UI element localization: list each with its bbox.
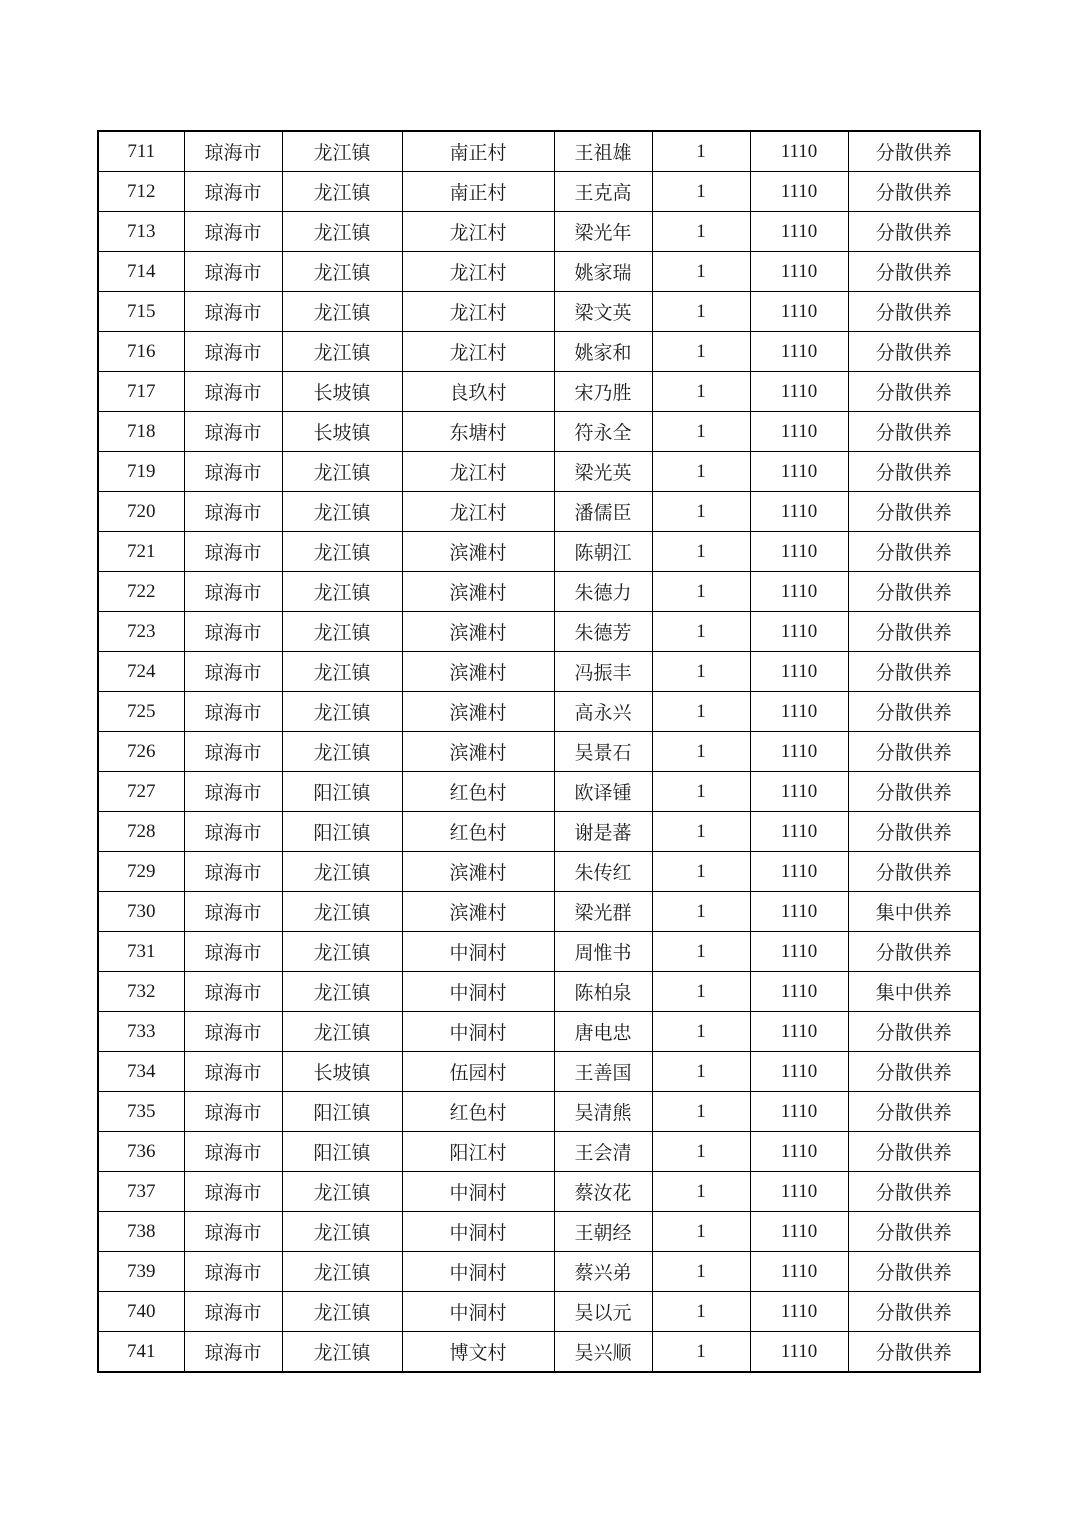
count-cell: 1 <box>652 652 750 692</box>
city-cell: 琼海市 <box>184 252 282 292</box>
amount-cell: 1110 <box>750 1172 848 1212</box>
town-cell: 龙江镇 <box>282 932 402 972</box>
village-cell: 龙江村 <box>402 332 554 372</box>
city-cell: 琼海市 <box>184 892 282 932</box>
count-cell: 1 <box>652 892 750 932</box>
town-cell: 龙江镇 <box>282 1252 402 1292</box>
support-type-cell: 分散供养 <box>848 812 980 852</box>
name-cell: 吴清熊 <box>554 1092 652 1132</box>
amount-cell: 1110 <box>750 852 848 892</box>
amount-cell: 1110 <box>750 572 848 612</box>
count-cell: 1 <box>652 1172 750 1212</box>
village-cell: 中洞村 <box>402 932 554 972</box>
city-cell: 琼海市 <box>184 1212 282 1252</box>
city-cell: 琼海市 <box>184 972 282 1012</box>
town-cell: 龙江镇 <box>282 1172 402 1212</box>
village-cell: 滨滩村 <box>402 892 554 932</box>
seq-cell: 716 <box>98 332 184 372</box>
support-type-cell: 分散供养 <box>848 1212 980 1252</box>
name-cell: 朱传红 <box>554 852 652 892</box>
seq-cell: 723 <box>98 612 184 652</box>
city-cell: 琼海市 <box>184 1332 282 1373</box>
name-cell: 吴兴顺 <box>554 1332 652 1373</box>
city-cell: 琼海市 <box>184 212 282 252</box>
name-cell: 朱德力 <box>554 572 652 612</box>
city-cell: 琼海市 <box>184 532 282 572</box>
village-cell: 滨滩村 <box>402 652 554 692</box>
city-cell: 琼海市 <box>184 131 282 172</box>
seq-cell: 713 <box>98 212 184 252</box>
city-cell: 琼海市 <box>184 1292 282 1332</box>
count-cell: 1 <box>652 292 750 332</box>
table-row <box>98 131 980 172</box>
village-cell: 伍园村 <box>402 1052 554 1092</box>
town-cell: 阳江镇 <box>282 1092 402 1132</box>
count-cell: 1 <box>652 172 750 212</box>
name-cell: 宋乃胜 <box>554 372 652 412</box>
count-cell: 1 <box>652 532 750 572</box>
support-type-cell: 分散供养 <box>848 1052 980 1092</box>
city-cell: 琼海市 <box>184 172 282 212</box>
seq-cell: 721 <box>98 532 184 572</box>
table-row <box>98 492 980 532</box>
city-cell: 琼海市 <box>184 332 282 372</box>
count-cell: 1 <box>652 252 750 292</box>
table-row <box>98 1132 980 1172</box>
town-cell: 龙江镇 <box>282 131 402 172</box>
count-cell: 1 <box>652 772 750 812</box>
village-cell: 良玖村 <box>402 372 554 412</box>
seq-cell: 728 <box>98 812 184 852</box>
support-type-cell: 分散供养 <box>848 572 980 612</box>
seq-cell: 738 <box>98 1212 184 1252</box>
seq-cell: 726 <box>98 732 184 772</box>
seq-cell: 739 <box>98 1252 184 1292</box>
count-cell: 1 <box>652 332 750 372</box>
name-cell: 吴景石 <box>554 732 652 772</box>
city-cell: 琼海市 <box>184 1092 282 1132</box>
city-cell: 琼海市 <box>184 852 282 892</box>
count-cell: 1 <box>652 1012 750 1052</box>
town-cell: 阳江镇 <box>282 772 402 812</box>
seq-cell: 718 <box>98 412 184 452</box>
town-cell: 龙江镇 <box>282 332 402 372</box>
table-row <box>98 332 980 372</box>
town-cell: 龙江镇 <box>282 172 402 212</box>
support-type-cell: 分散供养 <box>848 212 980 252</box>
city-cell: 琼海市 <box>184 772 282 812</box>
amount-cell: 1110 <box>750 1012 848 1052</box>
count-cell: 1 <box>652 932 750 972</box>
amount-cell: 1110 <box>750 292 848 332</box>
support-type-cell: 分散供养 <box>848 252 980 292</box>
support-type-cell: 分散供养 <box>848 932 980 972</box>
amount-cell: 1110 <box>750 172 848 212</box>
village-cell: 滨滩村 <box>402 852 554 892</box>
support-type-cell: 分散供养 <box>848 172 980 212</box>
village-cell: 中洞村 <box>402 1172 554 1212</box>
table-row <box>98 252 980 292</box>
amount-cell: 1110 <box>750 532 848 572</box>
town-cell: 阳江镇 <box>282 812 402 852</box>
village-cell: 中洞村 <box>402 972 554 1012</box>
seq-cell: 720 <box>98 492 184 532</box>
support-type-cell: 分散供养 <box>848 1332 980 1373</box>
count-cell: 1 <box>652 372 750 412</box>
village-cell: 南正村 <box>402 172 554 212</box>
seq-cell: 729 <box>98 852 184 892</box>
village-cell: 滨滩村 <box>402 692 554 732</box>
town-cell: 龙江镇 <box>282 292 402 332</box>
town-cell: 龙江镇 <box>282 652 402 692</box>
seq-cell: 724 <box>98 652 184 692</box>
seq-cell: 734 <box>98 1052 184 1092</box>
count-cell: 1 <box>652 452 750 492</box>
seq-cell: 717 <box>98 372 184 412</box>
name-cell: 王祖雄 <box>554 131 652 172</box>
city-cell: 琼海市 <box>184 692 282 732</box>
table-row <box>98 812 980 852</box>
table-row <box>98 212 980 252</box>
count-cell: 1 <box>652 612 750 652</box>
name-cell: 唐电忠 <box>554 1012 652 1052</box>
support-type-cell: 分散供养 <box>848 1012 980 1052</box>
seq-cell: 725 <box>98 692 184 732</box>
village-cell: 南正村 <box>402 131 554 172</box>
support-type-cell: 分散供养 <box>848 1292 980 1332</box>
count-cell: 1 <box>652 1092 750 1132</box>
village-cell: 博文村 <box>402 1332 554 1373</box>
name-cell: 陈柏泉 <box>554 972 652 1012</box>
name-cell: 梁光英 <box>554 452 652 492</box>
village-cell: 红色村 <box>402 1092 554 1132</box>
village-cell: 中洞村 <box>402 1212 554 1252</box>
town-cell: 龙江镇 <box>282 212 402 252</box>
count-cell: 1 <box>652 1252 750 1292</box>
seq-cell: 714 <box>98 252 184 292</box>
amount-cell: 1110 <box>750 732 848 772</box>
name-cell: 王朝经 <box>554 1212 652 1252</box>
seq-cell: 733 <box>98 1012 184 1052</box>
village-cell: 龙江村 <box>402 492 554 532</box>
city-cell: 琼海市 <box>184 492 282 532</box>
name-cell: 蔡兴弟 <box>554 1252 652 1292</box>
table-row <box>98 532 980 572</box>
town-cell: 龙江镇 <box>282 252 402 292</box>
village-cell: 滨滩村 <box>402 532 554 572</box>
town-cell: 龙江镇 <box>282 492 402 532</box>
support-type-cell: 分散供养 <box>848 852 980 892</box>
village-cell: 滨滩村 <box>402 732 554 772</box>
support-type-cell: 分散供养 <box>848 732 980 772</box>
support-type-cell: 分散供养 <box>848 412 980 452</box>
village-cell: 红色村 <box>402 772 554 812</box>
count-cell: 1 <box>652 692 750 732</box>
seq-cell: 712 <box>98 172 184 212</box>
city-cell: 琼海市 <box>184 292 282 332</box>
table-row <box>98 412 980 452</box>
town-cell: 龙江镇 <box>282 1292 402 1332</box>
city-cell: 琼海市 <box>184 732 282 772</box>
count-cell: 1 <box>652 1132 750 1172</box>
village-cell: 中洞村 <box>402 1252 554 1292</box>
name-cell: 梁光群 <box>554 892 652 932</box>
town-cell: 龙江镇 <box>282 1332 402 1373</box>
seq-cell: 736 <box>98 1132 184 1172</box>
amount-cell: 1110 <box>750 412 848 452</box>
amount-cell: 1110 <box>750 1212 848 1252</box>
town-cell: 龙江镇 <box>282 692 402 732</box>
town-cell: 龙江镇 <box>282 892 402 932</box>
town-cell: 阳江镇 <box>282 1132 402 1172</box>
seq-cell: 741 <box>98 1332 184 1373</box>
amount-cell: 1110 <box>750 252 848 292</box>
town-cell: 龙江镇 <box>282 612 402 652</box>
name-cell: 蔡汝花 <box>554 1172 652 1212</box>
amount-cell: 1110 <box>750 1292 848 1332</box>
city-cell: 琼海市 <box>184 1132 282 1172</box>
amount-cell: 1110 <box>750 932 848 972</box>
table-row <box>98 692 980 732</box>
city-cell: 琼海市 <box>184 572 282 612</box>
city-cell: 琼海市 <box>184 412 282 452</box>
count-cell: 1 <box>652 732 750 772</box>
city-cell: 琼海市 <box>184 1052 282 1092</box>
seq-cell: 715 <box>98 292 184 332</box>
count-cell: 1 <box>652 572 750 612</box>
support-type-cell: 分散供养 <box>848 492 980 532</box>
count-cell: 1 <box>652 131 750 172</box>
count-cell: 1 <box>652 972 750 1012</box>
support-type-cell: 分散供养 <box>848 332 980 372</box>
city-cell: 琼海市 <box>184 1012 282 1052</box>
count-cell: 1 <box>652 1332 750 1373</box>
count-cell: 1 <box>652 1052 750 1092</box>
count-cell: 1 <box>652 1212 750 1252</box>
count-cell: 1 <box>652 1292 750 1332</box>
name-cell: 欧译锺 <box>554 772 652 812</box>
village-cell: 龙江村 <box>402 292 554 332</box>
support-type-cell: 分散供养 <box>848 1132 980 1172</box>
seq-cell: 735 <box>98 1092 184 1132</box>
table-row <box>98 732 980 772</box>
amount-cell: 1110 <box>750 1332 848 1373</box>
village-cell: 龙江村 <box>402 252 554 292</box>
town-cell: 长坡镇 <box>282 1052 402 1092</box>
village-cell: 龙江村 <box>402 212 554 252</box>
table-row <box>98 1252 980 1292</box>
amount-cell: 1110 <box>750 372 848 412</box>
roster-body <box>98 131 980 1372</box>
seq-cell: 722 <box>98 572 184 612</box>
table-row <box>98 292 980 332</box>
table-row <box>98 1092 980 1132</box>
table-row <box>98 1172 980 1212</box>
town-cell: 龙江镇 <box>282 852 402 892</box>
name-cell: 冯振丰 <box>554 652 652 692</box>
table-row <box>98 932 980 972</box>
village-cell: 红色村 <box>402 812 554 852</box>
name-cell: 符永全 <box>554 412 652 452</box>
support-type-cell: 集中供养 <box>848 892 980 932</box>
city-cell: 琼海市 <box>184 372 282 412</box>
table-row <box>98 372 980 412</box>
table-row <box>98 1052 980 1092</box>
table-row <box>98 1212 980 1252</box>
name-cell: 姚家瑞 <box>554 252 652 292</box>
village-cell: 龙江村 <box>402 452 554 492</box>
support-type-cell: 分散供养 <box>848 612 980 652</box>
name-cell: 周惟书 <box>554 932 652 972</box>
table-row <box>98 452 980 492</box>
support-type-cell: 集中供养 <box>848 972 980 1012</box>
town-cell: 长坡镇 <box>282 412 402 452</box>
support-type-cell: 分散供养 <box>848 772 980 812</box>
support-type-cell: 分散供养 <box>848 372 980 412</box>
seq-cell: 731 <box>98 932 184 972</box>
amount-cell: 1110 <box>750 972 848 1012</box>
village-cell: 滨滩村 <box>402 612 554 652</box>
town-cell: 龙江镇 <box>282 1012 402 1052</box>
city-cell: 琼海市 <box>184 932 282 972</box>
count-cell: 1 <box>652 852 750 892</box>
town-cell: 长坡镇 <box>282 372 402 412</box>
name-cell: 王克高 <box>554 172 652 212</box>
table-row <box>98 892 980 932</box>
seq-cell: 711 <box>98 131 184 172</box>
seq-cell: 730 <box>98 892 184 932</box>
table-row <box>98 172 980 212</box>
table-row <box>98 852 980 892</box>
count-cell: 1 <box>652 212 750 252</box>
table-row <box>98 972 980 1012</box>
town-cell: 龙江镇 <box>282 972 402 1012</box>
seq-cell: 737 <box>98 1172 184 1212</box>
amount-cell: 1110 <box>750 492 848 532</box>
amount-cell: 1110 <box>750 1132 848 1172</box>
support-type-cell: 分散供养 <box>848 292 980 332</box>
table-row <box>98 652 980 692</box>
table-row <box>98 1332 980 1373</box>
name-cell: 王会清 <box>554 1132 652 1172</box>
table-row <box>98 612 980 652</box>
amount-cell: 1110 <box>750 652 848 692</box>
town-cell: 龙江镇 <box>282 572 402 612</box>
support-type-cell: 分散供养 <box>848 652 980 692</box>
name-cell: 梁文英 <box>554 292 652 332</box>
table-row <box>98 572 980 612</box>
amount-cell: 1110 <box>750 612 848 652</box>
town-cell: 龙江镇 <box>282 732 402 772</box>
amount-cell: 1110 <box>750 332 848 372</box>
name-cell: 陈朝江 <box>554 532 652 572</box>
support-type-cell: 分散供养 <box>848 131 980 172</box>
city-cell: 琼海市 <box>184 1172 282 1212</box>
support-type-cell: 分散供养 <box>848 692 980 732</box>
village-cell: 中洞村 <box>402 1012 554 1052</box>
city-cell: 琼海市 <box>184 652 282 692</box>
name-cell: 高永兴 <box>554 692 652 732</box>
seq-cell: 719 <box>98 452 184 492</box>
support-type-cell: 分散供养 <box>848 532 980 572</box>
name-cell: 吴以元 <box>554 1292 652 1332</box>
support-type-cell: 分散供养 <box>848 1252 980 1292</box>
town-cell: 龙江镇 <box>282 1212 402 1252</box>
table-row <box>98 772 980 812</box>
amount-cell: 1110 <box>750 1252 848 1292</box>
amount-cell: 1110 <box>750 772 848 812</box>
seq-cell: 727 <box>98 772 184 812</box>
seq-cell: 740 <box>98 1292 184 1332</box>
city-cell: 琼海市 <box>184 452 282 492</box>
village-cell: 东塘村 <box>402 412 554 452</box>
town-cell: 龙江镇 <box>282 532 402 572</box>
name-cell: 姚家和 <box>554 332 652 372</box>
count-cell: 1 <box>652 412 750 452</box>
city-cell: 琼海市 <box>184 812 282 852</box>
city-cell: 琼海市 <box>184 1252 282 1292</box>
city-cell: 琼海市 <box>184 612 282 652</box>
seq-cell: 732 <box>98 972 184 1012</box>
village-cell: 中洞村 <box>402 1292 554 1332</box>
amount-cell: 1110 <box>750 692 848 732</box>
count-cell: 1 <box>652 812 750 852</box>
table-row <box>98 1292 980 1332</box>
amount-cell: 1110 <box>750 1092 848 1132</box>
amount-cell: 1110 <box>750 812 848 852</box>
amount-cell: 1110 <box>750 452 848 492</box>
village-cell: 阳江村 <box>402 1132 554 1172</box>
town-cell: 龙江镇 <box>282 452 402 492</box>
count-cell: 1 <box>652 492 750 532</box>
name-cell: 潘儒臣 <box>554 492 652 532</box>
amount-cell: 1110 <box>750 892 848 932</box>
support-type-cell: 分散供养 <box>848 1172 980 1212</box>
name-cell: 朱德芳 <box>554 612 652 652</box>
name-cell: 梁光年 <box>554 212 652 252</box>
name-cell: 谢是蕃 <box>554 812 652 852</box>
name-cell: 王善国 <box>554 1052 652 1092</box>
support-type-cell: 分散供养 <box>848 452 980 492</box>
table-row <box>98 1012 980 1052</box>
roster-table <box>97 130 981 1373</box>
support-type-cell: 分散供养 <box>848 1092 980 1132</box>
village-cell: 滨滩村 <box>402 572 554 612</box>
amount-cell: 1110 <box>750 212 848 252</box>
amount-cell: 1110 <box>750 131 848 172</box>
amount-cell: 1110 <box>750 1052 848 1092</box>
